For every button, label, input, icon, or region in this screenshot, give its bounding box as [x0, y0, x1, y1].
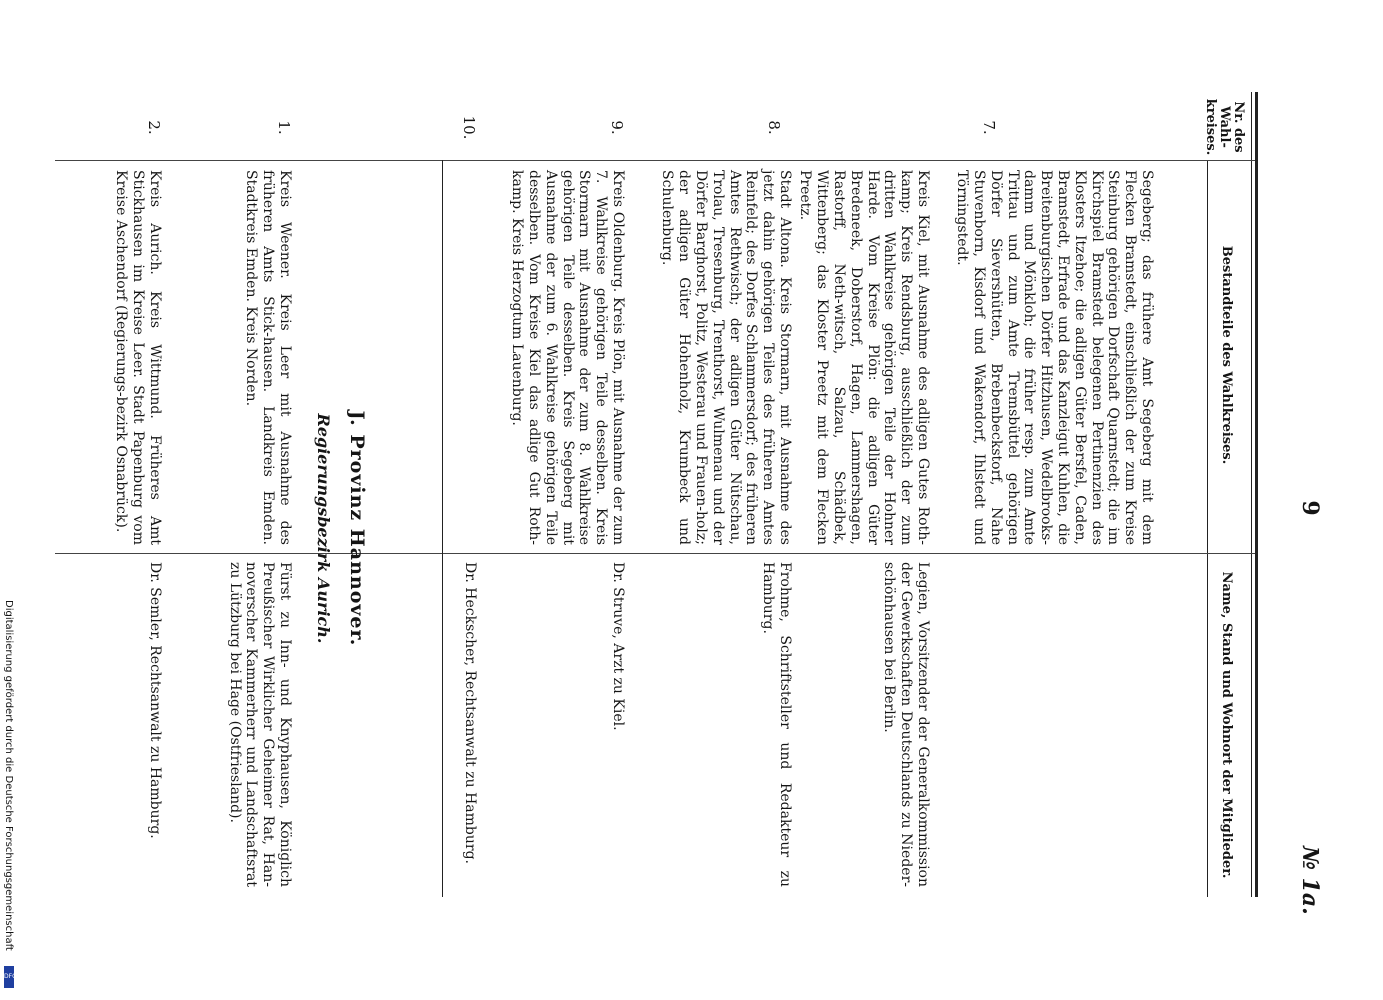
row-10-number: 10.: [460, 115, 478, 140]
hannover-row-1-bestandteile: Kreis Weener. Kreis Leer mit Ausnahme des früheren Amts Stick-hausen. Landkreis Emden. Stadtkreis Emden. Kreis Norden.: [243, 170, 293, 545]
section-title: J. Provinz Hannover.: [346, 410, 368, 647]
row-7-bestandteile: Segeberg; das frühere Amt Segeberg mit dem Flecken Bramstedt, einschließlich der zum Kreise Steinburg gehörigen Dorfschaft Quarnstedt; die im Kirchspiel Bramstedt belegenen Pertinenzien des Klosters Itzehoe; die adligen Güter Bersfel, Caden, Bramstedt, Erfrade und das Kanzleigut Kuhlen, die Breitenburgischen Dörfer Hitzhusen, Wedelbrooks-damm und Mönkloh; die früher resp. zum Amte Trittau und zum Amte Tremsbüttel gehörigen Dörfer Sievershütten, Brebenbeckstorf, Nahe Stuvenborn, Kisdorf und Wakendorf, Ihlstedt und Törningstedt.: [954, 170, 1155, 545]
hannover-row-2-name: Dr. Semler, Rechtsanwalt zu Hamburg.: [147, 562, 163, 839]
section-rule: [442, 160, 443, 897]
column-divider-1: [55, 160, 1255, 161]
row-8-bestandteile: Kreis Kiel, mit Ausnahme des adligen Gutes Roth-kamp; Kreis Rendsburg, ausschließlich der zum dritten Wahlkreise gehörigen Teile der Hohner Harde. Vom Kreise Plön: die adligen Güter Bredeneek, Doberstorf, Hagen, Lammershagen, Rastorff, Neth-witsch, Salzau, Schädbek, Wittenberg; das Kloster Preetz mit dem Flecken Preetz.: [797, 170, 931, 545]
row-8-number: 8.: [765, 120, 783, 135]
document-reference: № 1a.: [1297, 846, 1323, 915]
row-8-name: Frohme, Schriftsteller und Redakteur zu Hamburg.: [760, 562, 793, 887]
page-number: 9: [1297, 500, 1323, 516]
column-divider-2: [55, 553, 1255, 554]
dfg-logo: DFG: [4, 966, 14, 988]
row-7-name: Legien, Vorsitzender der Generalkommission der Gewerkschaften Deutschlands zu Nieder-schönhausen bei Berlin.: [881, 562, 931, 887]
table-top-rule-thin: [1251, 92, 1252, 897]
hannover-row-2-bestandteile: Kreis Aurich. Kreis Wittmund. Früheres Amt Stickhausen im Kreise Leer. Stadt Papenburg vom Kreise Aschendorf (Regierungs-bezirk Osnabrück).: [113, 170, 163, 545]
table-header-rule: [1207, 160, 1208, 897]
subsection-title: Regierungsbezirk Aurich.: [314, 413, 333, 644]
digitization-credit: Digitalisierung gefördert durch die Deutsche Forschungsgemeinschaft: [3, 600, 14, 951]
table-top-rule: [1255, 92, 1258, 897]
row-9-number: 9.: [608, 120, 626, 135]
row-7-number: 7.: [980, 120, 998, 135]
row-9-name: Dr. Struve, Arzt zu Kiel.: [610, 562, 626, 731]
header-nr: Nr. des Wahl-kreises.: [1203, 98, 1246, 156]
hannover-row-2-number: 2.: [145, 120, 163, 135]
hannover-row-1-number: 1.: [275, 120, 293, 135]
header-bestandteile: Bestandteile des Wahlkreises.: [1219, 245, 1234, 465]
row-9-bestandteile: Stadt Altona. Kreis Stormarn, mit Ausnahme des jetzt dahin gehörigen Teiles des früheren Amtes Reinfeld; des Dorfes Schlammersdorf; des früheren Amtes Rethwisch; der adligen Güter Nütschau, Trolau, Tresenburg, Trenthorst, Wulmenau und der Dörfer Barghorst, Politz, Westerau und Frauen-holz; der adligen Güter Hohenholz, Krumbeck und Schulenburg.: [659, 170, 793, 545]
row-10-name: Dr. Heckscher, Rechtsanwalt zu Hamburg.: [462, 562, 478, 864]
row-10-bestandteile: Kreis Oldenburg. Kreis Plön, mit Ausnahme der zum 7. Wahlkreise gehörigen Teile desselben. Kreis Stormarn mit Ausnahme der zum 8. Wahlkreise gehörigen Teile desselben. Kreis Segeberg mit Ausnahme der zum 6. Wahlkreise gehörigen Teile desselben. Vom Kreise Kiel das adlige Gut Roth-kamp. Kreis Herzogtum Lauenburg.: [509, 170, 626, 545]
hannover-row-1-name: Fürst zu Inn- und Knyphausen, Königlich Preußischer Wirklicher Geheimer Rat, Han-noverscher Kammerherr und Landschaftsrat zu Lützburg bei Hage (Ostfriesland).: [226, 562, 293, 887]
header-name: Name, Stand und Wohnort der Mitglieder.: [1219, 571, 1234, 879]
